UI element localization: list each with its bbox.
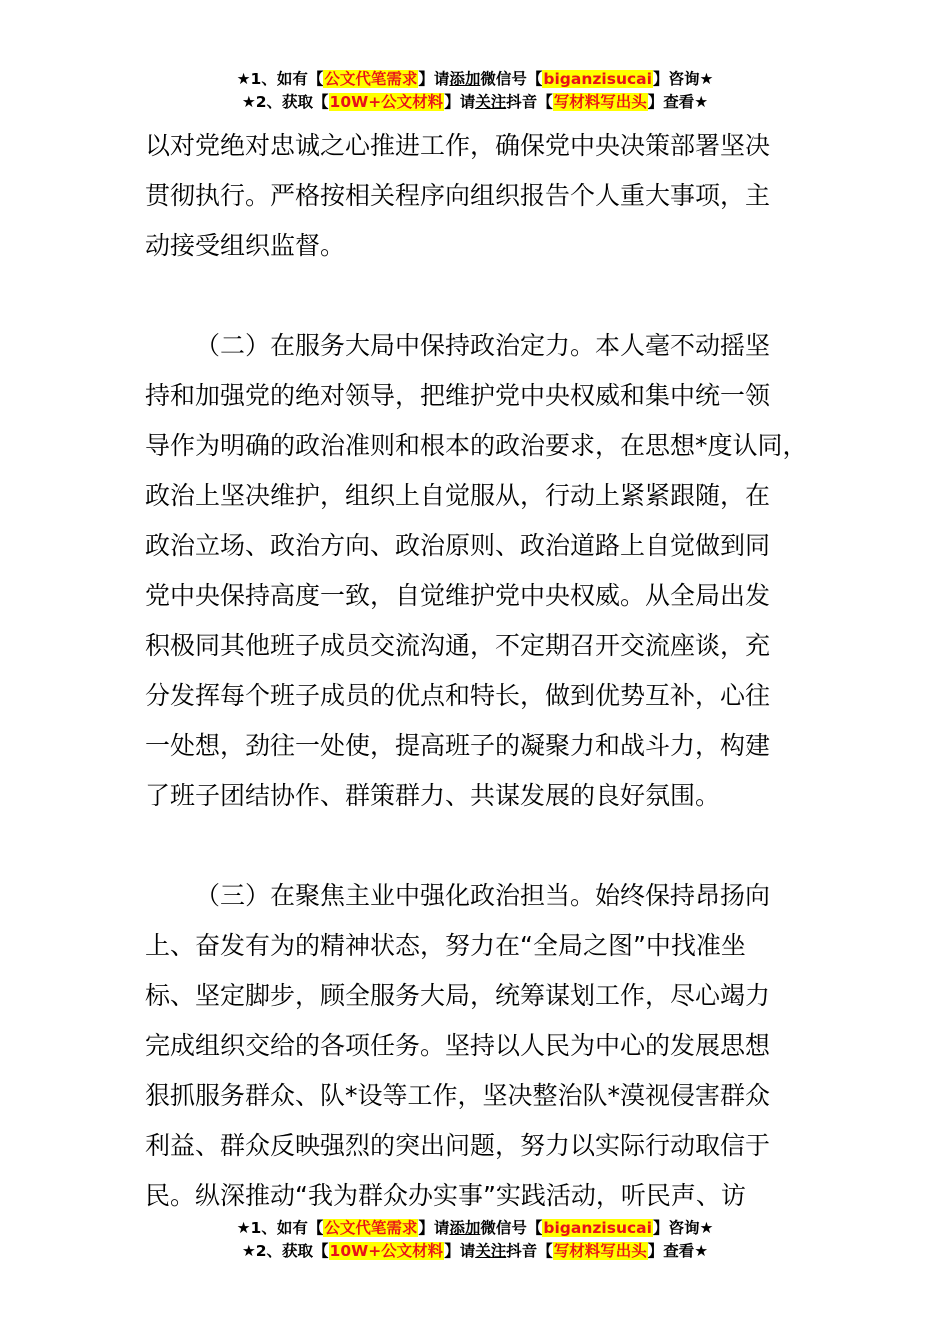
- banner-underlined-text: 添加: [449, 70, 481, 88]
- text-line: （二）在服务大局中保持政治定力。本人毫不动摇坚: [195, 331, 771, 360]
- banner-highlight: 公文代笔需求: [324, 70, 418, 88]
- text-line: 政治上坚决维护，组织上自觉服从，行动上紧紧跟随，在: [145, 481, 771, 510]
- paragraph-gap: [145, 821, 845, 871]
- banner-text: ★2、获取【: [241, 1242, 329, 1260]
- banner-highlight: 10W+公文材料: [329, 1242, 444, 1260]
- banner-text: ★1、如有【: [236, 70, 324, 88]
- text-line: 完成组织交给的各项任务。坚持以人民为中心的发展思想: [145, 1031, 771, 1060]
- banner-highlight: 10W+公文材料: [329, 93, 444, 111]
- header-banner: [0, 68, 950, 114]
- paragraph: [145, 321, 845, 821]
- banner-text: 微信号【: [480, 70, 543, 88]
- text-line: 上、奋发有为的精神状态，努力在“全局之图”中找准坐: [145, 931, 746, 960]
- text-line: 贯彻执行。严格按相关程序向组织报告个人重大事项，主: [145, 181, 771, 210]
- banner-text: 】请: [418, 1219, 450, 1237]
- text-line: 党中央保持高度一致，自觉维护党中央权威。从全局出发: [145, 581, 771, 610]
- document-body: [145, 121, 845, 1221]
- banner-text: 微信号【: [480, 1219, 543, 1237]
- banner-highlight: 公文代笔需求: [324, 1219, 418, 1237]
- text-line: 利益、群众反映强烈的突出问题，努力以实际行动取信于: [145, 1131, 771, 1160]
- text-line: 导作为明确的政治准则和根本的政治要求，在思想*度认同，: [145, 431, 808, 460]
- text-line: 一处想，劲往一处使，提高班子的凝聚力和战斗力，构建: [145, 731, 771, 760]
- banner-highlight: biganzisucai: [543, 70, 652, 88]
- banner-line-2: [0, 1240, 950, 1263]
- text-line: 政治立场、政治方向、政治原则、政治道路上自觉做到同: [145, 531, 771, 560]
- banner-text: 抖音【: [506, 93, 553, 111]
- banner-underlined-text: 添加: [449, 1219, 481, 1237]
- text-line: 标、坚定脚步，顾全服务大局，统筹谋划工作，尽心竭力: [145, 981, 771, 1010]
- banner-text: 】咨询★: [652, 70, 714, 88]
- text-line: 动接受组织监督。: [145, 231, 346, 260]
- banner-highlight: biganzisucai: [543, 1219, 652, 1237]
- paragraph-gap: [145, 271, 845, 321]
- text-line: 积极同其他班子成员交流沟通，不定期召开交流座谈，充: [145, 631, 771, 660]
- banner-line-2: [0, 91, 950, 114]
- banner-text: 】请: [444, 93, 476, 111]
- text-line: 以对党绝对忠诚之心推进工作，确保党中央决策部署坚决: [145, 131, 771, 160]
- banner-text: ★2、获取【: [241, 93, 329, 111]
- banner-text: 】请: [418, 70, 450, 88]
- banner-underlined-text: 关注: [475, 1242, 507, 1260]
- paragraph: [145, 871, 845, 1221]
- paragraph: [145, 121, 845, 271]
- banner-text: ★1、如有【: [236, 1219, 324, 1237]
- banner-text: 】请: [444, 1242, 476, 1260]
- text-line: 持和加强党的绝对领导，把维护党中央权威和集中统一领: [145, 381, 771, 410]
- banner-text: 】咨询★: [652, 1219, 714, 1237]
- banner-text: 】查看★: [647, 93, 709, 111]
- banner-underlined-text: 关注: [475, 93, 507, 111]
- text-line: 民。纵深推动“我为群众办实事”实践活动，听民声、访: [145, 1181, 746, 1210]
- banner-line-1: [0, 1217, 950, 1240]
- text-line: （三）在聚焦主业中强化政治担当。始终保持昂扬向: [195, 881, 771, 910]
- banner-highlight: 写材料写出头: [553, 1242, 647, 1260]
- banner-highlight: 写材料写出头: [553, 93, 647, 111]
- text-line: 分发挥每个班子成员的优点和特长，做到优势互补，心往: [145, 681, 771, 710]
- footer-banner: [0, 1217, 950, 1263]
- banner-text: 抖音【: [506, 1242, 553, 1260]
- text-line: 了班子团结协作、群策群力、共谋发展的良好氛围。: [145, 781, 721, 810]
- banner-text: 】查看★: [647, 1242, 709, 1260]
- text-line: 狠抓服务群众、队*设等工作，坚决整治队*漠视侵害群众: [145, 1081, 771, 1110]
- banner-line-1: [0, 68, 950, 91]
